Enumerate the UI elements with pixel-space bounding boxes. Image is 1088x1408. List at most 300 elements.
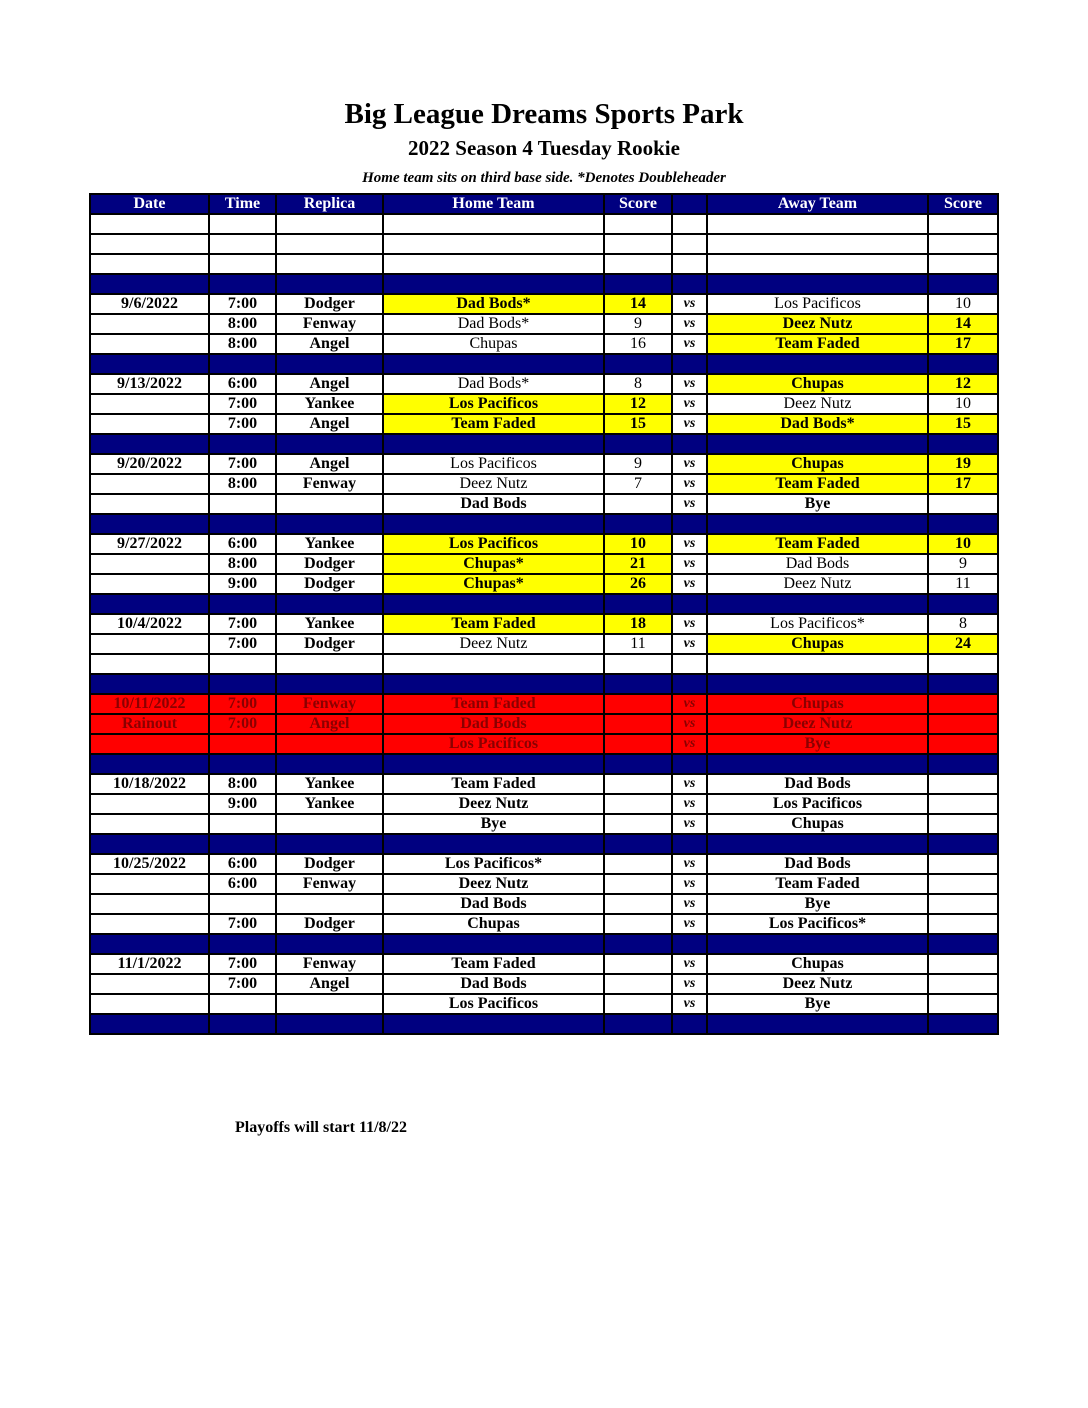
time-cell <box>209 934 276 954</box>
vs-cell: vs <box>672 894 707 914</box>
home-score-cell <box>604 594 672 614</box>
date-cell <box>90 1014 209 1034</box>
date-cell <box>90 574 209 594</box>
date-cell <box>90 434 209 454</box>
home-team-cell: Team Faded <box>383 614 604 634</box>
vs-cell: vs <box>672 474 707 494</box>
vs-cell: vs <box>672 714 707 734</box>
game-row <box>90 994 998 1014</box>
time-cell: 7:00 <box>209 954 276 974</box>
away-team-cell: Deez Nutz <box>707 394 928 414</box>
schedule-note: Home team sits on third base side. *Denotes Doubleheader <box>362 170 726 186</box>
away-score-cell: 15 <box>928 414 998 434</box>
date-cell <box>90 254 209 274</box>
time-cell: 6:00 <box>209 374 276 394</box>
replica-cell <box>276 814 383 834</box>
away-team-cell: Chupas <box>707 954 928 974</box>
away-score-cell: 10 <box>928 294 998 314</box>
home-team-cell: Los Pacificos <box>383 734 604 754</box>
date-cell <box>90 494 209 514</box>
vs-cell <box>672 594 707 614</box>
replica-cell <box>276 354 383 374</box>
date-cell <box>90 214 209 234</box>
date-cell <box>90 814 209 834</box>
blank-row <box>90 654 998 674</box>
time-cell: 7:00 <box>209 634 276 654</box>
home-team-cell <box>383 834 604 854</box>
away-team-cell <box>707 214 928 234</box>
home-score-cell <box>604 954 672 974</box>
vs-cell <box>672 514 707 534</box>
date-cell <box>90 914 209 934</box>
time-cell: 8:00 <box>209 314 276 334</box>
away-score-cell <box>928 894 998 914</box>
away-team-cell: Team Faded <box>707 534 928 554</box>
replica-cell: Angel <box>276 454 383 474</box>
vs-cell: vs <box>672 774 707 794</box>
home-team-cell: Chupas* <box>383 554 604 574</box>
away-score-cell: 9 <box>928 554 998 574</box>
game-row <box>90 474 998 494</box>
date-cell <box>90 734 209 754</box>
col-home-score: Score <box>604 194 672 214</box>
time-cell <box>209 494 276 514</box>
away-team-cell: Los Pacificos <box>707 294 928 314</box>
vs-cell: vs <box>672 494 707 514</box>
away-score-cell <box>928 654 998 674</box>
away-team-cell <box>707 934 928 954</box>
vs-cell: vs <box>672 994 707 1014</box>
replica-cell: Yankee <box>276 534 383 554</box>
time-cell <box>209 654 276 674</box>
vs-cell: vs <box>672 614 707 634</box>
game-row <box>90 314 998 334</box>
away-score-cell <box>928 794 998 814</box>
col-away-score: Score <box>928 194 998 214</box>
home-team-cell: Dad Bods* <box>383 294 604 314</box>
time-cell: 8:00 <box>209 774 276 794</box>
week-separator <box>90 274 998 294</box>
rainout-row <box>90 694 998 714</box>
away-score-cell <box>928 674 998 694</box>
date-cell <box>90 514 209 534</box>
date-cell: 10/11/2022 <box>90 694 209 714</box>
rainout-row <box>90 714 998 734</box>
away-score-cell <box>928 514 998 534</box>
away-score-cell <box>928 854 998 874</box>
time-cell: 8:00 <box>209 554 276 574</box>
blank-row <box>90 254 998 274</box>
away-team-cell: Dad Bods <box>707 854 928 874</box>
replica-cell: Dodger <box>276 574 383 594</box>
away-team-cell <box>707 514 928 534</box>
replica-cell: Angel <box>276 334 383 354</box>
time-cell <box>209 674 276 694</box>
away-team-cell: Los Pacificos* <box>707 914 928 934</box>
time-cell <box>209 814 276 834</box>
time-cell <box>209 254 276 274</box>
home-team-cell: Deez Nutz <box>383 874 604 894</box>
home-team-cell <box>383 514 604 534</box>
replica-cell <box>276 494 383 514</box>
home-score-cell <box>604 1014 672 1034</box>
vs-cell: vs <box>672 334 707 354</box>
home-score-cell <box>604 494 672 514</box>
date-cell <box>90 934 209 954</box>
home-score-cell: 26 <box>604 574 672 594</box>
schedule-body <box>90 214 998 1034</box>
away-team-cell: Chupas <box>707 814 928 834</box>
away-team-cell <box>707 434 928 454</box>
replica-cell: Dodger <box>276 914 383 934</box>
away-score-cell <box>928 434 998 454</box>
home-team-cell: Los Pacificos <box>383 994 604 1014</box>
away-team-cell: Chupas <box>707 454 928 474</box>
replica-cell: Dodger <box>276 854 383 874</box>
away-score-cell <box>928 974 998 994</box>
vs-cell: vs <box>672 294 707 314</box>
home-team-cell: Los Pacificos <box>383 394 604 414</box>
date-cell <box>90 554 209 574</box>
replica-cell <box>276 654 383 674</box>
game-row <box>90 974 998 994</box>
replica-cell: Dodger <box>276 294 383 314</box>
date-cell <box>90 314 209 334</box>
away-score-cell <box>928 234 998 254</box>
home-team-cell: Chupas <box>383 914 604 934</box>
home-score-cell <box>604 874 672 894</box>
vs-cell <box>672 1014 707 1034</box>
away-score-cell: 12 <box>928 374 998 394</box>
home-team-cell: Dad Bods <box>383 974 604 994</box>
away-score-cell <box>928 814 998 834</box>
home-team-cell <box>383 274 604 294</box>
away-team-cell: Deez Nutz <box>707 974 928 994</box>
home-team-cell <box>383 234 604 254</box>
replica-cell: Fenway <box>276 954 383 974</box>
date-cell: 9/13/2022 <box>90 374 209 394</box>
vs-cell: vs <box>672 574 707 594</box>
away-score-cell <box>928 274 998 294</box>
time-cell <box>209 234 276 254</box>
home-team-cell <box>383 254 604 274</box>
away-score-cell <box>928 834 998 854</box>
away-team-cell: Dad Bods <box>707 774 928 794</box>
date-cell: 11/1/2022 <box>90 954 209 974</box>
replica-cell <box>276 894 383 914</box>
home-score-cell: 7 <box>604 474 672 494</box>
replica-cell <box>276 594 383 614</box>
vs-cell: vs <box>672 414 707 434</box>
time-cell <box>209 1014 276 1034</box>
home-score-cell <box>604 654 672 674</box>
home-score-cell: 9 <box>604 314 672 334</box>
home-score-cell <box>604 834 672 854</box>
home-score-cell <box>604 434 672 454</box>
vs-cell: vs <box>672 954 707 974</box>
page-subtitle: 2022 Season 4 Tuesday Rookie <box>408 136 680 160</box>
home-team-cell: Dad Bods <box>383 494 604 514</box>
home-score-cell <box>604 234 672 254</box>
col-home-team: Home Team <box>383 194 604 214</box>
home-score-cell <box>604 774 672 794</box>
replica-cell <box>276 1014 383 1034</box>
away-score-cell <box>928 914 998 934</box>
vs-cell: vs <box>672 914 707 934</box>
date-cell <box>90 794 209 814</box>
week-separator <box>90 834 998 854</box>
time-cell <box>209 994 276 1014</box>
game-row <box>90 494 998 514</box>
away-score-cell <box>928 874 998 894</box>
home-team-cell: Deez Nutz <box>383 634 604 654</box>
away-score-cell <box>928 594 998 614</box>
home-score-cell: 9 <box>604 454 672 474</box>
rainout-row <box>90 734 998 754</box>
home-score-cell <box>604 994 672 1014</box>
home-score-cell <box>604 254 672 274</box>
away-score-cell <box>928 734 998 754</box>
away-team-cell: Deez Nutz <box>707 574 928 594</box>
time-cell: 6:00 <box>209 534 276 554</box>
away-score-cell: 14 <box>928 314 998 334</box>
date-cell: 10/4/2022 <box>90 614 209 634</box>
week-separator <box>90 1014 998 1034</box>
time-cell: 7:00 <box>209 394 276 414</box>
replica-cell: Dodger <box>276 634 383 654</box>
game-row <box>90 814 998 834</box>
game-row <box>90 294 998 314</box>
game-row <box>90 374 998 394</box>
home-team-cell <box>383 594 604 614</box>
date-cell: 9/27/2022 <box>90 534 209 554</box>
vs-cell <box>672 434 707 454</box>
game-row <box>90 614 998 634</box>
time-cell: 7:00 <box>209 294 276 314</box>
home-score-cell <box>604 814 672 834</box>
away-score-cell <box>928 934 998 954</box>
home-team-cell: Chupas <box>383 334 604 354</box>
home-team-cell: Dad Bods* <box>383 374 604 394</box>
away-score-cell <box>928 254 998 274</box>
blank-row <box>90 214 998 234</box>
vs-cell <box>672 654 707 674</box>
home-score-cell <box>604 274 672 294</box>
time-cell <box>209 214 276 234</box>
away-score-cell <box>928 354 998 374</box>
away-score-cell: 17 <box>928 334 998 354</box>
vs-cell <box>672 234 707 254</box>
home-team-cell <box>383 754 604 774</box>
replica-cell: Yankee <box>276 794 383 814</box>
week-separator <box>90 934 998 954</box>
away-team-cell: Dad Bods* <box>707 414 928 434</box>
home-team-cell: Los Pacificos <box>383 454 604 474</box>
time-cell <box>209 754 276 774</box>
replica-cell: Fenway <box>276 694 383 714</box>
replica-cell: Angel <box>276 414 383 434</box>
replica-cell: Fenway <box>276 474 383 494</box>
away-team-cell <box>707 254 928 274</box>
time-cell <box>209 514 276 534</box>
away-team-cell <box>707 234 928 254</box>
replica-cell: Fenway <box>276 874 383 894</box>
date-cell <box>90 354 209 374</box>
col-date: Date <box>90 194 209 214</box>
replica-cell <box>276 274 383 294</box>
replica-cell <box>276 734 383 754</box>
home-score-cell <box>604 714 672 734</box>
week-separator <box>90 514 998 534</box>
game-row <box>90 774 998 794</box>
away-score-cell <box>928 214 998 234</box>
away-team-cell <box>707 674 928 694</box>
vs-cell: vs <box>672 854 707 874</box>
vs-cell: vs <box>672 394 707 414</box>
away-team-cell <box>707 834 928 854</box>
col-time: Time <box>209 194 276 214</box>
replica-cell: Dodger <box>276 554 383 574</box>
date-cell <box>90 474 209 494</box>
replica-cell <box>276 434 383 454</box>
game-row <box>90 894 998 914</box>
home-team-cell: Deez Nutz <box>383 474 604 494</box>
home-team-cell <box>383 674 604 694</box>
vs-cell <box>672 934 707 954</box>
time-cell: 7:00 <box>209 914 276 934</box>
game-row <box>90 794 998 814</box>
date-cell <box>90 274 209 294</box>
date-cell: 10/18/2022 <box>90 774 209 794</box>
time-cell <box>209 834 276 854</box>
home-team-cell: Dad Bods <box>383 894 604 914</box>
home-team-cell: Team Faded <box>383 954 604 974</box>
date-cell <box>90 414 209 434</box>
game-row <box>90 414 998 434</box>
home-score-cell: 14 <box>604 294 672 314</box>
away-team-cell: Team Faded <box>707 474 928 494</box>
replica-cell <box>276 674 383 694</box>
away-score-cell: 24 <box>928 634 998 654</box>
date-cell: 9/6/2022 <box>90 294 209 314</box>
home-team-cell: Chupas* <box>383 574 604 594</box>
away-team-cell: Bye <box>707 494 928 514</box>
replica-cell: Yankee <box>276 774 383 794</box>
time-cell <box>209 594 276 614</box>
playoffs-note: Playoffs will start 11/8/22 <box>235 1119 407 1136</box>
vs-cell: vs <box>672 554 707 574</box>
date-cell <box>90 874 209 894</box>
time-cell: 7:00 <box>209 414 276 434</box>
away-team-cell <box>707 654 928 674</box>
away-score-cell: 10 <box>928 534 998 554</box>
date-cell <box>90 594 209 614</box>
home-score-cell <box>604 694 672 714</box>
home-score-cell <box>604 914 672 934</box>
home-team-cell: Deez Nutz <box>383 794 604 814</box>
home-score-cell <box>604 854 672 874</box>
home-team-cell: Los Pacificos* <box>383 854 604 874</box>
away-team-cell: Los Pacificos <box>707 794 928 814</box>
home-score-cell <box>604 794 672 814</box>
game-row <box>90 454 998 474</box>
away-team-cell: Deez Nutz <box>707 314 928 334</box>
game-row <box>90 394 998 414</box>
date-cell <box>90 894 209 914</box>
home-score-cell: 10 <box>604 534 672 554</box>
home-score-cell <box>604 934 672 954</box>
replica-cell <box>276 234 383 254</box>
replica-cell: Fenway <box>276 314 383 334</box>
date-cell <box>90 674 209 694</box>
time-cell: 7:00 <box>209 974 276 994</box>
away-team-cell: Deez Nutz <box>707 714 928 734</box>
time-cell <box>209 274 276 294</box>
replica-cell <box>276 514 383 534</box>
away-score-cell: 11 <box>928 574 998 594</box>
home-team-cell <box>383 434 604 454</box>
away-team-cell <box>707 1014 928 1034</box>
home-score-cell <box>604 894 672 914</box>
away-score-cell: 19 <box>928 454 998 474</box>
home-team-cell: Los Pacificos <box>383 534 604 554</box>
away-team-cell: Chupas <box>707 694 928 714</box>
time-cell: 7:00 <box>209 614 276 634</box>
time-cell: 7:00 <box>209 454 276 474</box>
replica-cell <box>276 754 383 774</box>
home-score-cell <box>604 354 672 374</box>
home-team-cell <box>383 654 604 674</box>
time-cell <box>209 894 276 914</box>
time-cell <box>209 434 276 454</box>
game-row <box>90 914 998 934</box>
home-score-cell: 18 <box>604 614 672 634</box>
vs-cell: vs <box>672 634 707 654</box>
replica-cell <box>276 214 383 234</box>
vs-cell <box>672 274 707 294</box>
week-separator <box>90 434 998 454</box>
home-team-cell <box>383 354 604 374</box>
date-cell <box>90 234 209 254</box>
replica-cell: Yankee <box>276 614 383 634</box>
home-score-cell <box>604 674 672 694</box>
away-team-cell <box>707 354 928 374</box>
home-score-cell <box>604 734 672 754</box>
replica-cell: Angel <box>276 714 383 734</box>
away-team-cell: Bye <box>707 894 928 914</box>
game-row <box>90 574 998 594</box>
time-cell <box>209 354 276 374</box>
replica-cell <box>276 254 383 274</box>
away-team-cell <box>707 274 928 294</box>
date-cell <box>90 974 209 994</box>
blank-row <box>90 234 998 254</box>
home-score-cell: 16 <box>604 334 672 354</box>
vs-cell: vs <box>672 694 707 714</box>
replica-cell <box>276 934 383 954</box>
away-score-cell <box>928 694 998 714</box>
date-cell <box>90 994 209 1014</box>
away-score-cell: 17 <box>928 474 998 494</box>
away-team-cell: Bye <box>707 994 928 1014</box>
game-row <box>90 634 998 654</box>
home-score-cell <box>604 754 672 774</box>
vs-cell: vs <box>672 454 707 474</box>
time-cell: 8:00 <box>209 474 276 494</box>
away-score-cell <box>928 774 998 794</box>
away-score-cell <box>928 1014 998 1034</box>
away-score-cell: 10 <box>928 394 998 414</box>
